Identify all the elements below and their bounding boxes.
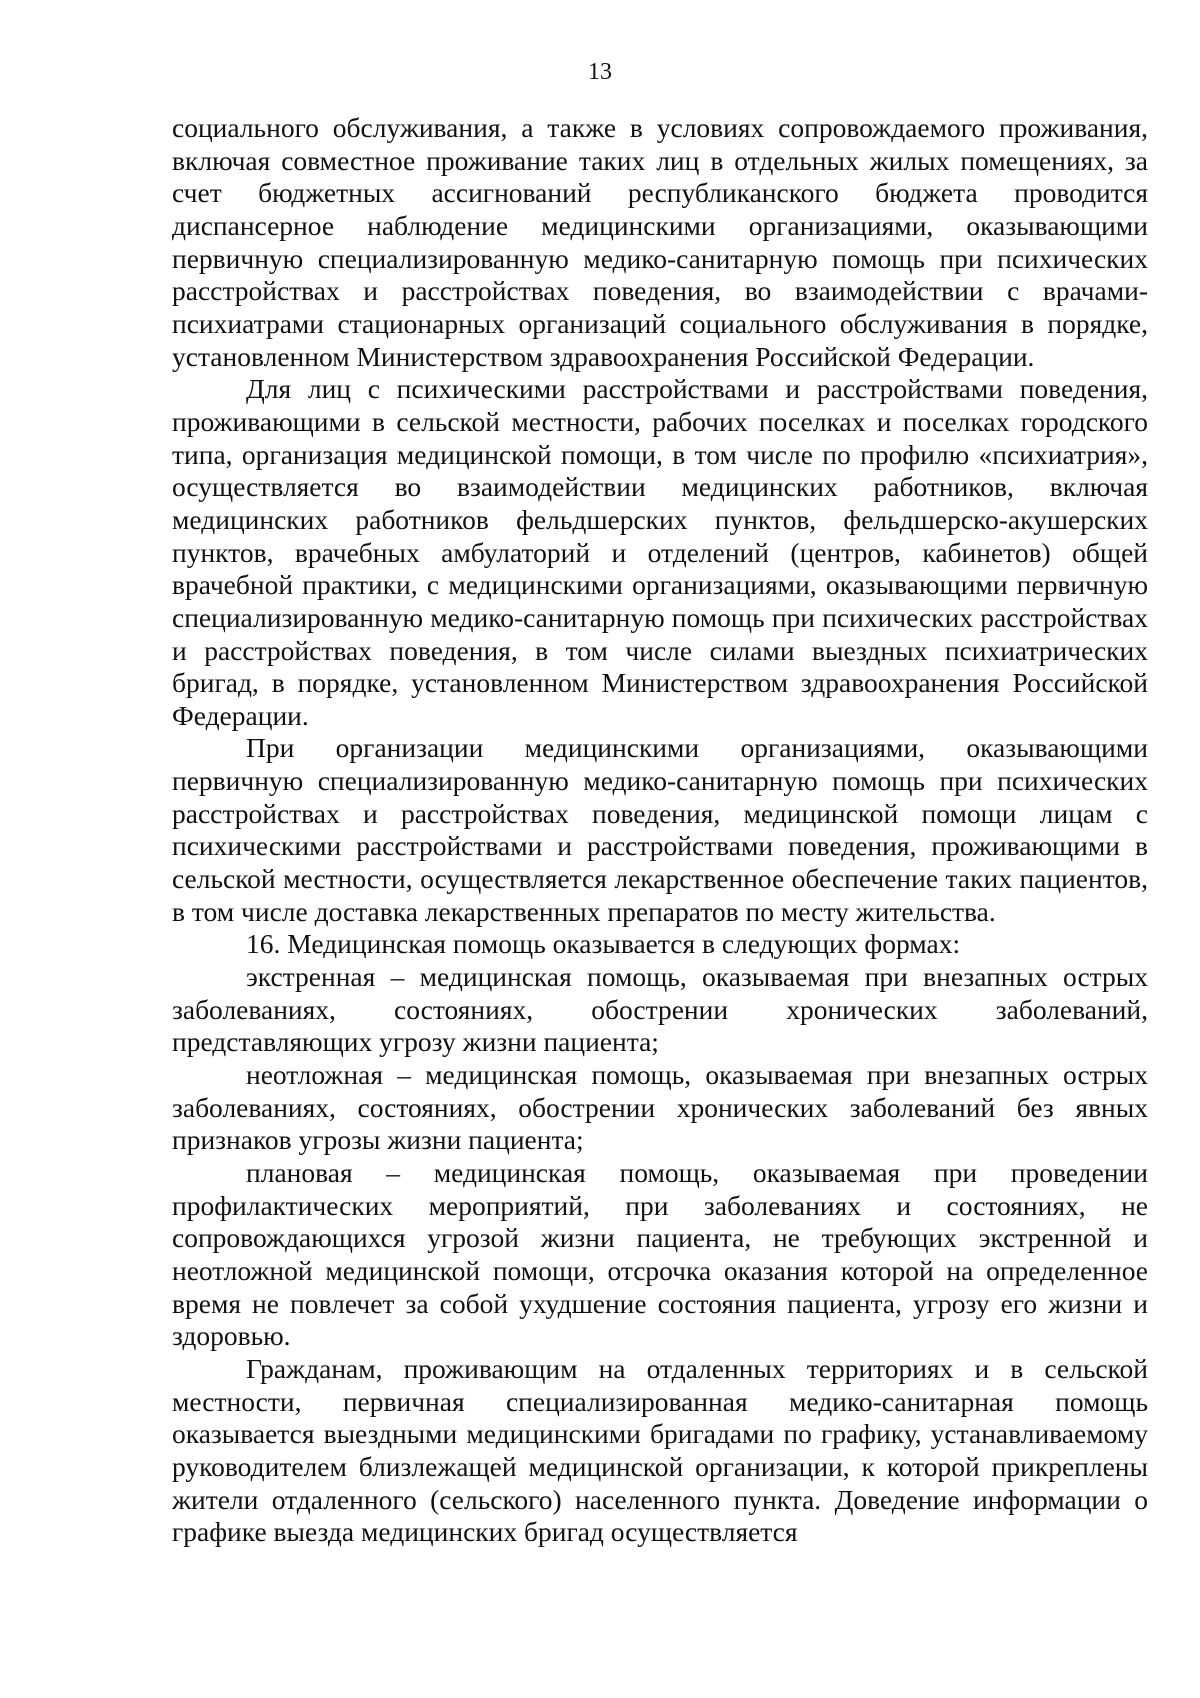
page-number: 13 bbox=[588, 59, 612, 85]
document-body bbox=[172, 112, 1148, 1549]
paragraph-remote-territories: Гражданам, проживающим на отдаленных территориях и в сельской местности, первичная специализированная медико-санитарная помощь оказывается выездными медицинскими бригадами по графику, устанавливаемому руководителем близлежащей медицинской организации, к которой прикреплены жители отдаленного (сельского) населенного пункта. Доведение информации о графике выезда медицинских бригад осуществляется bbox=[172, 1352, 1148, 1548]
paragraph-drug-provision: При организации медицинскими организациями, оказывающими первичную специализированную медико-санитарную помощь при психических расстройствах и расстройствах поведения, медицинской помощи лицам с психическими расстройствами и расстройствами поведения, проживающими в сельской местности, осуществляется лекарственное обеспечение таких пациентов, в том числе доставка лекарственных препаратов по месту жительства. bbox=[172, 732, 1148, 927]
paragraph-rural-psychiatric-care: Для лиц с психическими расстройствами и расстройствами поведения, проживающими в сельской местности, рабочих поселках и поселках городского типа, организация медицинской помощи, в том числе по профилю «психиатрия», осуществляется во взаимодействии медицинских работников, включая медицинских работников фельдшерских пунктов, фельдшерско-акушерских пунктов, врачебных амбулаторий и отделений (центров, кабинетов) общей врачебной практики, с медицинскими организациями, оказывающими первичную специализированную медико-санитарную помощь при психических расстройствах и расстройствах поведения, в том числе силами выездных психиатрических бригад, в порядке, установленном Министерством здравоохранения Российской Федерации. bbox=[172, 373, 1148, 731]
paragraph-urgent-form: неотложная – медицинская помощь, оказываемая при внезапных острых заболеваниях, состояниях, обострении хронических заболеваний без явных признаков угрозы жизни пациента; bbox=[172, 1059, 1148, 1156]
paragraph-continuation: социального обслуживания, а также в условиях сопровождаемого проживания, включая совместное проживание таких лиц в отдельных жилых помещениях, за счет бюджетных ассигнований республиканского бюджета проводится диспансерное наблюдение медицинскими организациями, оказывающими первичную специализированную медико-санитарную помощь при психических расстройствах и расстройствах поведения, во взаимодействии с врачами-психиатрами стационарных организаций социального обслуживания в порядке, установленном Министерством здравоохранения Российской Федерации. bbox=[172, 112, 1148, 372]
paragraph-item-16-heading: 16. Медицинская помощь оказывается в следующих формах: bbox=[246, 928, 961, 960]
paragraph-emergency-form: экстренная – медицинская помощь, оказываемая при внезапных острых заболеваниях, состояниях, обострении хронических заболеваний, представляющих угрозу жизни пациента; bbox=[172, 961, 1148, 1058]
paragraph-planned-form: плановая – медицинская помощь, оказываемая при проведении профилактических мероприятий, при заболеваниях и состояниях, не сопровождающихся угрозой жизни пациента, не требующих экстренной и неотложной медицинской помощи, отсрочка оказания которой на определенное время не повлечет за собой ухудшение состояния пациента, угрозу его жизни и здоровью. bbox=[172, 1157, 1148, 1352]
